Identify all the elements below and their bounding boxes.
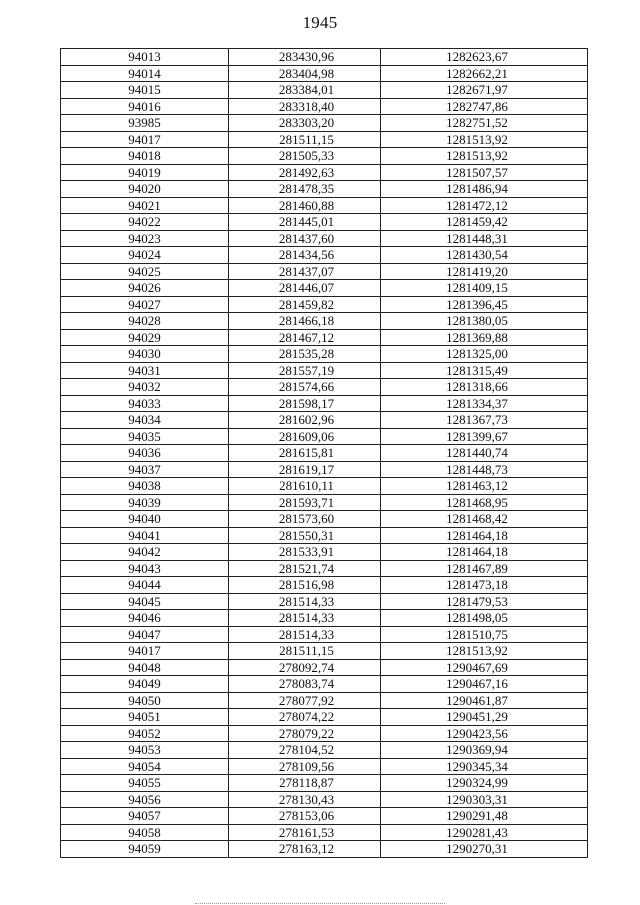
x-coordinate-cell: 281514,33 — [229, 626, 381, 643]
y-coordinate-cell: 1281448,31 — [381, 230, 588, 247]
point-number-cell: 94013 — [61, 49, 229, 66]
x-coordinate-cell: 278079,22 — [229, 725, 381, 742]
table-row — [61, 263, 588, 280]
x-coordinate-cell: 281593,71 — [229, 494, 381, 511]
x-coordinate-cell: 281514,33 — [229, 593, 381, 610]
y-coordinate-cell: 1282747,86 — [381, 98, 588, 115]
y-coordinate-cell: 1281507,57 — [381, 164, 588, 181]
point-number-cell: 94033 — [61, 395, 229, 412]
table-row — [61, 395, 588, 412]
table-row — [61, 362, 588, 379]
point-number-cell: 94024 — [61, 247, 229, 264]
table-row — [61, 164, 588, 181]
x-coordinate-cell: 278083,74 — [229, 676, 381, 693]
table-row — [61, 214, 588, 231]
point-number-cell: 94021 — [61, 197, 229, 214]
point-number-cell: 94041 — [61, 527, 229, 544]
point-number-cell: 94047 — [61, 626, 229, 643]
y-coordinate-cell: 1281318,66 — [381, 379, 588, 396]
table-row — [61, 593, 588, 610]
table-row — [61, 49, 588, 66]
coordinates-table — [60, 48, 588, 858]
x-coordinate-cell: 281521,74 — [229, 560, 381, 577]
y-coordinate-cell: 1281367,73 — [381, 412, 588, 429]
point-number-cell: 94039 — [61, 494, 229, 511]
point-number-cell: 94051 — [61, 709, 229, 726]
x-coordinate-cell: 281437,60 — [229, 230, 381, 247]
point-number-cell: 94055 — [61, 775, 229, 792]
y-coordinate-cell: 1281315,49 — [381, 362, 588, 379]
y-coordinate-cell: 1290345,34 — [381, 758, 588, 775]
y-coordinate-cell: 1290324,99 — [381, 775, 588, 792]
x-coordinate-cell: 281516,98 — [229, 577, 381, 594]
y-coordinate-cell: 1281459,42 — [381, 214, 588, 231]
point-number-cell: 94028 — [61, 313, 229, 330]
y-coordinate-cell: 1281430,54 — [381, 247, 588, 264]
point-number-cell: 94026 — [61, 280, 229, 297]
table-row — [61, 511, 588, 528]
x-coordinate-cell: 281445,01 — [229, 214, 381, 231]
x-coordinate-cell: 281550,31 — [229, 527, 381, 544]
table-row — [61, 692, 588, 709]
point-number-cell: 93985 — [61, 115, 229, 132]
x-coordinate-cell: 278109,56 — [229, 758, 381, 775]
table-row — [61, 494, 588, 511]
y-coordinate-cell: 1290270,31 — [381, 841, 588, 858]
y-coordinate-cell: 1281419,20 — [381, 263, 588, 280]
y-coordinate-cell: 1281468,95 — [381, 494, 588, 511]
point-number-cell: 94058 — [61, 824, 229, 841]
point-number-cell: 94049 — [61, 676, 229, 693]
y-coordinate-cell: 1282662,21 — [381, 65, 588, 82]
x-coordinate-cell: 281466,18 — [229, 313, 381, 330]
table-row — [61, 379, 588, 396]
table-row — [61, 758, 588, 775]
table-row — [61, 610, 588, 627]
y-coordinate-cell: 1290423,56 — [381, 725, 588, 742]
x-coordinate-cell: 283384,01 — [229, 82, 381, 99]
y-coordinate-cell: 1282623,67 — [381, 49, 588, 66]
x-coordinate-cell: 278104,52 — [229, 742, 381, 759]
table-row — [61, 247, 588, 264]
point-number-cell: 94018 — [61, 148, 229, 165]
point-number-cell: 94035 — [61, 428, 229, 445]
y-coordinate-cell: 1281399,67 — [381, 428, 588, 445]
x-coordinate-cell: 281619,17 — [229, 461, 381, 478]
x-coordinate-cell: 281505,33 — [229, 148, 381, 165]
table-row — [61, 461, 588, 478]
table-row — [61, 626, 588, 643]
y-coordinate-cell: 1290467,16 — [381, 676, 588, 693]
x-coordinate-cell: 278074,22 — [229, 709, 381, 726]
table-row — [61, 643, 588, 660]
point-number-cell: 94054 — [61, 758, 229, 775]
table-row — [61, 428, 588, 445]
table-row — [61, 230, 588, 247]
y-coordinate-cell: 1281396,45 — [381, 296, 588, 313]
table-row — [61, 676, 588, 693]
bottom-rule — [195, 903, 445, 904]
point-number-cell: 94040 — [61, 511, 229, 528]
point-number-cell: 94037 — [61, 461, 229, 478]
point-number-cell: 94048 — [61, 659, 229, 676]
x-coordinate-cell: 278130,43 — [229, 791, 381, 808]
y-coordinate-cell: 1290461,87 — [381, 692, 588, 709]
table-row — [61, 841, 588, 858]
table-row — [61, 181, 588, 198]
point-number-cell: 94016 — [61, 98, 229, 115]
table-row — [61, 742, 588, 759]
x-coordinate-cell: 281533,91 — [229, 544, 381, 561]
y-coordinate-cell: 1281468,42 — [381, 511, 588, 528]
point-number-cell: 94036 — [61, 445, 229, 462]
x-coordinate-cell: 281535,28 — [229, 346, 381, 363]
table-row — [61, 82, 588, 99]
table-row — [61, 808, 588, 825]
y-coordinate-cell: 1281498,05 — [381, 610, 588, 627]
y-coordinate-cell: 1281409,15 — [381, 280, 588, 297]
y-coordinate-cell: 1281464,18 — [381, 527, 588, 544]
x-coordinate-cell: 281511,15 — [229, 643, 381, 660]
x-coordinate-cell: 281602,96 — [229, 412, 381, 429]
table-row — [61, 445, 588, 462]
point-number-cell: 94050 — [61, 692, 229, 709]
point-number-cell: 94014 — [61, 65, 229, 82]
x-coordinate-cell: 281467,12 — [229, 329, 381, 346]
x-coordinate-cell: 278118,87 — [229, 775, 381, 792]
table-row — [61, 577, 588, 594]
table-row — [61, 296, 588, 313]
table-row — [61, 131, 588, 148]
x-coordinate-cell: 278161,53 — [229, 824, 381, 841]
y-coordinate-cell: 1290291,48 — [381, 808, 588, 825]
y-coordinate-cell: 1282671,97 — [381, 82, 588, 99]
y-coordinate-cell: 1281467,89 — [381, 560, 588, 577]
table-row — [61, 148, 588, 165]
point-number-cell: 94038 — [61, 478, 229, 495]
table-row — [61, 709, 588, 726]
x-coordinate-cell: 283303,20 — [229, 115, 381, 132]
table-row — [61, 412, 588, 429]
table-row — [61, 313, 588, 330]
x-coordinate-cell: 281609,06 — [229, 428, 381, 445]
point-number-cell: 94029 — [61, 329, 229, 346]
y-coordinate-cell: 1281440,74 — [381, 445, 588, 462]
table-row — [61, 725, 588, 742]
point-number-cell: 94025 — [61, 263, 229, 280]
point-number-cell: 94017 — [61, 131, 229, 148]
y-coordinate-cell: 1290451,29 — [381, 709, 588, 726]
x-coordinate-cell: 278153,06 — [229, 808, 381, 825]
point-number-cell: 94015 — [61, 82, 229, 99]
y-coordinate-cell: 1281486,94 — [381, 181, 588, 198]
x-coordinate-cell: 283318,40 — [229, 98, 381, 115]
page-number: 1945 — [302, 13, 338, 32]
table-row — [61, 478, 588, 495]
y-coordinate-cell: 1290303,31 — [381, 791, 588, 808]
x-coordinate-cell: 281478,35 — [229, 181, 381, 198]
table-row — [61, 65, 588, 82]
x-coordinate-cell: 281557,19 — [229, 362, 381, 379]
table-row — [61, 824, 588, 841]
point-number-cell: 94043 — [61, 560, 229, 577]
x-coordinate-cell: 281610,11 — [229, 478, 381, 495]
x-coordinate-cell: 281460,88 — [229, 197, 381, 214]
y-coordinate-cell: 1281513,92 — [381, 148, 588, 165]
point-number-cell: 94027 — [61, 296, 229, 313]
table-row — [61, 791, 588, 808]
table-row — [61, 115, 588, 132]
point-number-cell: 94042 — [61, 544, 229, 561]
y-coordinate-cell: 1281479,53 — [381, 593, 588, 610]
y-coordinate-cell: 1281463,12 — [381, 478, 588, 495]
y-coordinate-cell: 1290467,69 — [381, 659, 588, 676]
point-number-cell: 94059 — [61, 841, 229, 858]
point-number-cell: 94052 — [61, 725, 229, 742]
point-number-cell: 94032 — [61, 379, 229, 396]
point-number-cell: 94017 — [61, 643, 229, 660]
y-coordinate-cell: 1281472,12 — [381, 197, 588, 214]
y-coordinate-cell: 1281513,92 — [381, 643, 588, 660]
table-row — [61, 98, 588, 115]
point-number-cell: 94053 — [61, 742, 229, 759]
y-coordinate-cell: 1281473,18 — [381, 577, 588, 594]
x-coordinate-cell: 281511,15 — [229, 131, 381, 148]
x-coordinate-cell: 281598,17 — [229, 395, 381, 412]
point-number-cell: 94022 — [61, 214, 229, 231]
y-coordinate-cell: 1281510,75 — [381, 626, 588, 643]
point-number-cell: 94057 — [61, 808, 229, 825]
point-number-cell: 94020 — [61, 181, 229, 198]
table-row — [61, 527, 588, 544]
point-number-cell: 94031 — [61, 362, 229, 379]
x-coordinate-cell: 281446,07 — [229, 280, 381, 297]
point-number-cell: 94044 — [61, 577, 229, 594]
table-row — [61, 346, 588, 363]
x-coordinate-cell: 278077,92 — [229, 692, 381, 709]
x-coordinate-cell: 283430,96 — [229, 49, 381, 66]
y-coordinate-cell: 1281464,18 — [381, 544, 588, 561]
y-coordinate-cell: 1281325,00 — [381, 346, 588, 363]
y-coordinate-cell: 1290369,94 — [381, 742, 588, 759]
x-coordinate-cell: 283404,98 — [229, 65, 381, 82]
x-coordinate-cell: 281437,07 — [229, 263, 381, 280]
y-coordinate-cell: 1281334,37 — [381, 395, 588, 412]
y-coordinate-cell: 1290281,43 — [381, 824, 588, 841]
point-number-cell: 94056 — [61, 791, 229, 808]
point-number-cell: 94030 — [61, 346, 229, 363]
x-coordinate-cell: 281615,81 — [229, 445, 381, 462]
x-coordinate-cell: 281573,60 — [229, 511, 381, 528]
table-row — [61, 280, 588, 297]
x-coordinate-cell: 281514,33 — [229, 610, 381, 627]
y-coordinate-cell: 1282751,52 — [381, 115, 588, 132]
table-row — [61, 775, 588, 792]
table-row — [61, 197, 588, 214]
x-coordinate-cell: 281492,63 — [229, 164, 381, 181]
y-coordinate-cell: 1281513,92 — [381, 131, 588, 148]
coordinates-table-body — [61, 49, 588, 858]
point-number-cell: 94023 — [61, 230, 229, 247]
x-coordinate-cell: 281574,66 — [229, 379, 381, 396]
x-coordinate-cell: 278163,12 — [229, 841, 381, 858]
table-row — [61, 560, 588, 577]
table-row — [61, 329, 588, 346]
point-number-cell: 94034 — [61, 412, 229, 429]
table-row — [61, 659, 588, 676]
x-coordinate-cell: 281434,56 — [229, 247, 381, 264]
y-coordinate-cell: 1281369,88 — [381, 329, 588, 346]
x-coordinate-cell: 278092,74 — [229, 659, 381, 676]
point-number-cell: 94019 — [61, 164, 229, 181]
point-number-cell: 94046 — [61, 610, 229, 627]
x-coordinate-cell: 281459,82 — [229, 296, 381, 313]
table-row — [61, 544, 588, 561]
y-coordinate-cell: 1281448,73 — [381, 461, 588, 478]
y-coordinate-cell: 1281380,05 — [381, 313, 588, 330]
point-number-cell: 94045 — [61, 593, 229, 610]
